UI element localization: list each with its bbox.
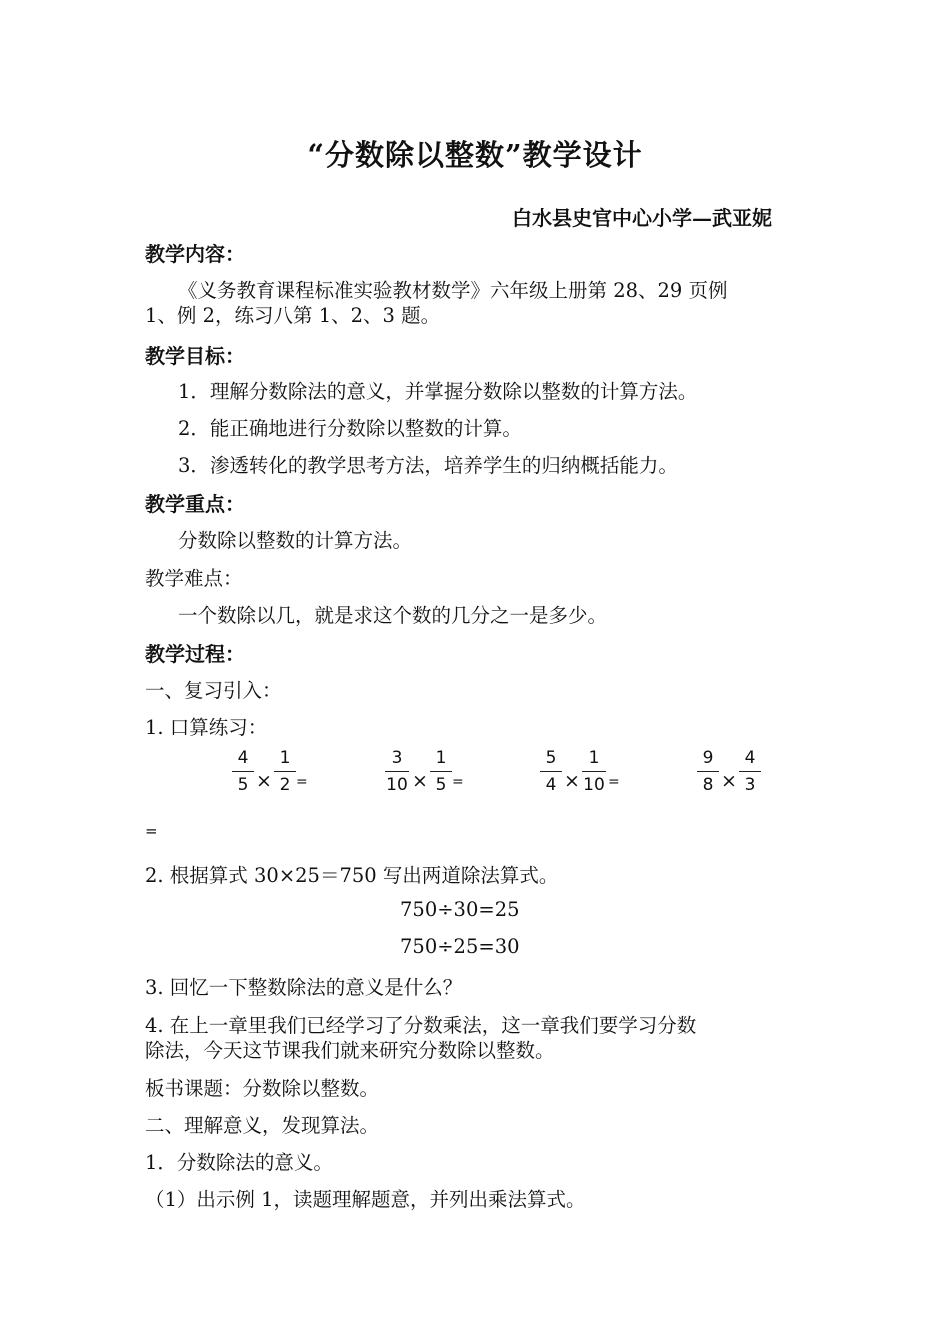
difficulty-text: 一个数除以几，就是求这个数的几分之一是多少。 <box>178 604 608 627</box>
subsection-1-1-text: （1）出示例 1，读题理解题意，并列出乘法算式。 <box>145 1188 586 1211</box>
step-4-line-2: 除法，今天这节课我们就来研究分数除以整数。 <box>145 1039 555 1062</box>
denominator: 3 <box>744 775 756 795</box>
step-4-line-1: 4. 在上一章里我们已经学习了分数乘法，这一章我们要学习分数 <box>145 1014 697 1037</box>
fraction <box>697 746 719 797</box>
denominator: 10 <box>386 775 408 795</box>
wrapped-equals-sign: = <box>145 822 158 840</box>
author-line: 白水县史官中心小学—武亚妮 <box>512 206 772 230</box>
denominator: 2 <box>279 775 291 795</box>
equals-sign: = <box>608 774 620 790</box>
fraction <box>385 746 409 797</box>
step-1-title: 1. 口算练习： <box>145 716 268 739</box>
numerator: 9 <box>702 748 714 768</box>
fraction <box>582 746 606 797</box>
division-equation-1: 750÷30=25 <box>400 898 520 921</box>
denominator: 5 <box>237 775 249 795</box>
section-2-title: 二、理解意义，发现算法。 <box>145 1114 380 1137</box>
numerator: 5 <box>545 748 557 768</box>
denominator: 8 <box>702 775 714 795</box>
process-heading: 教学过程： <box>145 642 245 666</box>
fraction <box>232 746 254 797</box>
numerator: 1 <box>435 748 447 768</box>
numerator: 4 <box>744 748 756 768</box>
key-heading: 教学重点： <box>145 492 245 516</box>
subsection-1-title: 1．分数除法的意义。 <box>145 1151 333 1174</box>
fraction <box>739 746 761 797</box>
fraction <box>430 746 452 797</box>
content-heading: 教学内容： <box>145 242 245 266</box>
goal-item-3: 3．渗透转化的教学思考方法，培养学生的归纳概括能力。 <box>178 454 678 477</box>
board-topic: 板书课题：分数除以整数。 <box>145 1077 380 1100</box>
numerator: 4 <box>237 748 249 768</box>
content-line-2: 1、例 2，练习八第 1、2、3 题。 <box>145 304 441 327</box>
equals-sign: = <box>452 774 464 790</box>
denominator: 10 <box>583 775 605 795</box>
fraction <box>540 746 562 797</box>
step-2-text: 2. 根据算式 30×25＝750 写出两道除法算式。 <box>145 864 559 887</box>
numerator: 1 <box>588 748 600 768</box>
fraction <box>274 746 296 797</box>
goal-item-1: 1．理解分数除法的意义，并掌握分数除以整数的计算方法。 <box>178 380 698 403</box>
step-3-text: 3. 回忆一下整数除法的意义是什么？ <box>145 976 463 999</box>
division-equation-2: 750÷25=30 <box>400 935 520 958</box>
equals-sign: = <box>296 774 308 790</box>
denominator: 5 <box>435 775 447 795</box>
oral-calc-row <box>0 742 950 802</box>
denominator: 4 <box>545 775 557 795</box>
numerator: 1 <box>279 748 291 768</box>
key-text: 分数除以整数的计算方法。 <box>178 529 413 552</box>
goal-item-2: 2．能正确地进行分数除以整数的计算。 <box>178 417 522 440</box>
multiply-sign: × <box>721 770 737 792</box>
multiply-sign: × <box>412 770 428 792</box>
goals-heading: 教学目标： <box>145 344 245 368</box>
multiply-sign: × <box>256 770 272 792</box>
document-title: “分数除以整数”教学设计 <box>307 138 643 172</box>
numerator: 3 <box>391 748 403 768</box>
section-1-title: 一、复习引入： <box>145 679 282 702</box>
difficulty-heading: 教学难点： <box>145 567 243 590</box>
content-line-1: 《义务教育课程标准实验教材数学》六年级上册第 28、29 页例 <box>178 279 728 302</box>
multiply-sign: × <box>564 770 580 792</box>
